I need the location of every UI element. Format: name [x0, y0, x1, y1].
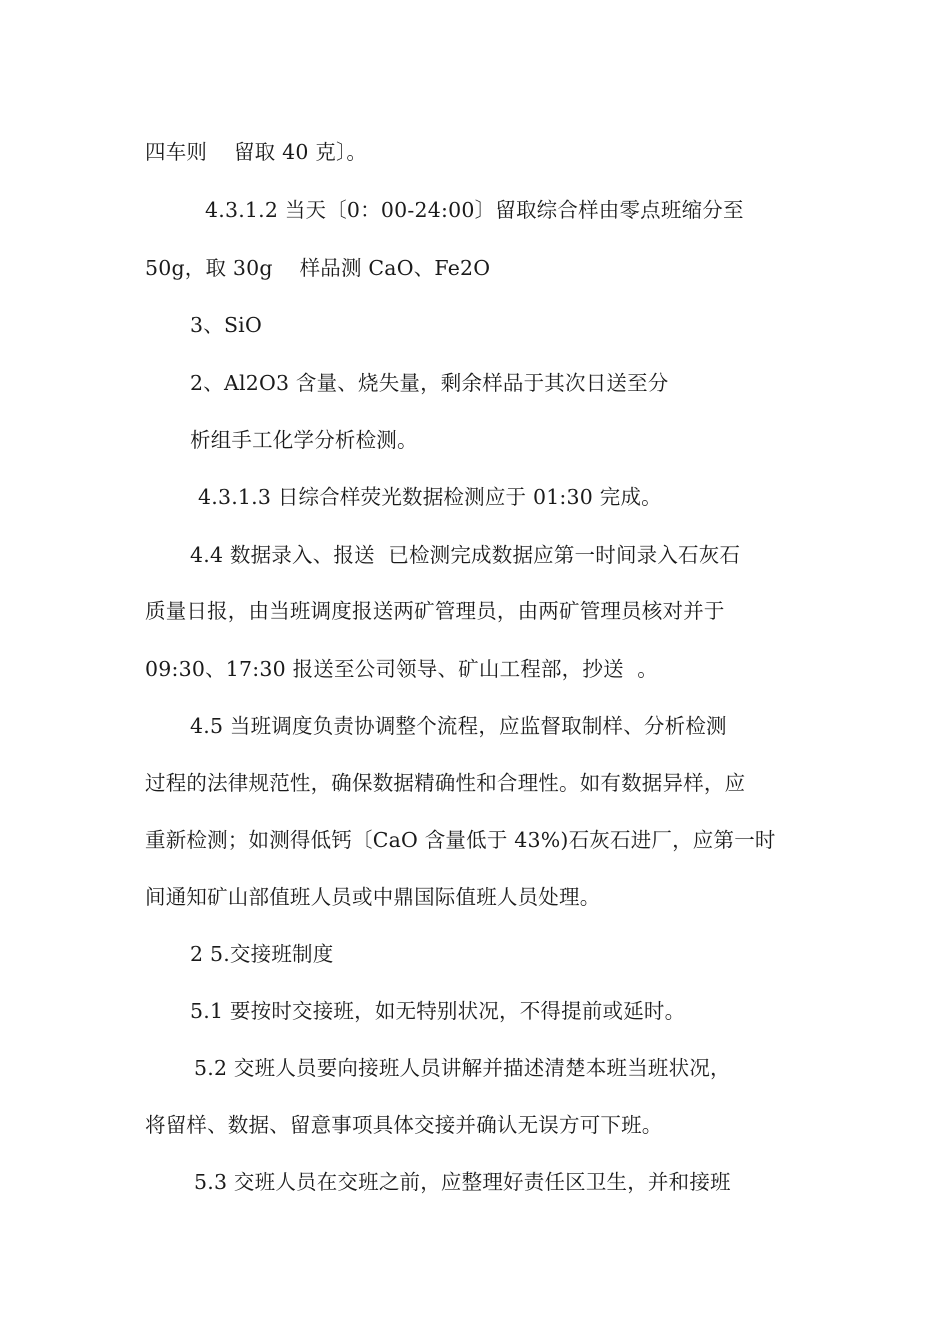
text-line: 5.2 交班人员要向接班人员讲解并描述清楚本班当班状况， — [194, 1056, 731, 1080]
section-heading: 2 5.交接班制度 — [190, 942, 334, 966]
text-line: 5.3 交班人员在交班之前，应整理好责任区卫生，并和接班 — [194, 1170, 731, 1194]
text-line: 析组手工化学分析检测。 — [190, 428, 418, 452]
text-line: 4.5 当班调度负责协调整个流程，应监督取制样、分析检测 — [190, 714, 727, 738]
text-line: 5.1 要按时交接班，如无特别状况，不得提前或延时。 — [190, 999, 686, 1023]
text-line: 50g，取 30g 样品测 CaO、Fe2O — [145, 256, 491, 280]
text-line: 4.3.1.3 日综合样荧光数据检测应于 01:30 完成。 — [198, 485, 662, 509]
text-line: 09:30、17:30 报送至公司领导、矿山工程部，抄送 。 — [145, 657, 658, 681]
text-line: 间通知矿山部值班人员或中鼎国际值班人员处理。 — [145, 885, 601, 909]
text-line: 四车则 留取 40 克〕。 — [145, 140, 368, 164]
text-line: 重新检测；如测得低钙〔CaO 含量低于 43%)石灰石进厂，应第一时 — [145, 828, 776, 852]
text-line: 质量日报，由当班调度报送两矿管理员，由两矿管理员核对并于 — [145, 599, 725, 623]
text-line: 将留样、数据、留意事项具体交接并确认无误方可下班。 — [145, 1113, 663, 1137]
text-line: 4.3.1.2 当天〔0：00-24:00〕留取综合样由零点班缩分至 — [205, 198, 744, 222]
text-line: 过程的法律规范性，确保数据精确性和合理性。如有数据异样，应 — [145, 771, 746, 795]
text-line: 2、Al2O3 含量、烧失量，剩余样品于其次日送至分 — [190, 371, 669, 395]
text-line: 3、SiO — [190, 313, 262, 337]
text-line: 4.4 数据录入、报送 已检测完成数据应第一时间录入石灰石 — [190, 543, 741, 567]
